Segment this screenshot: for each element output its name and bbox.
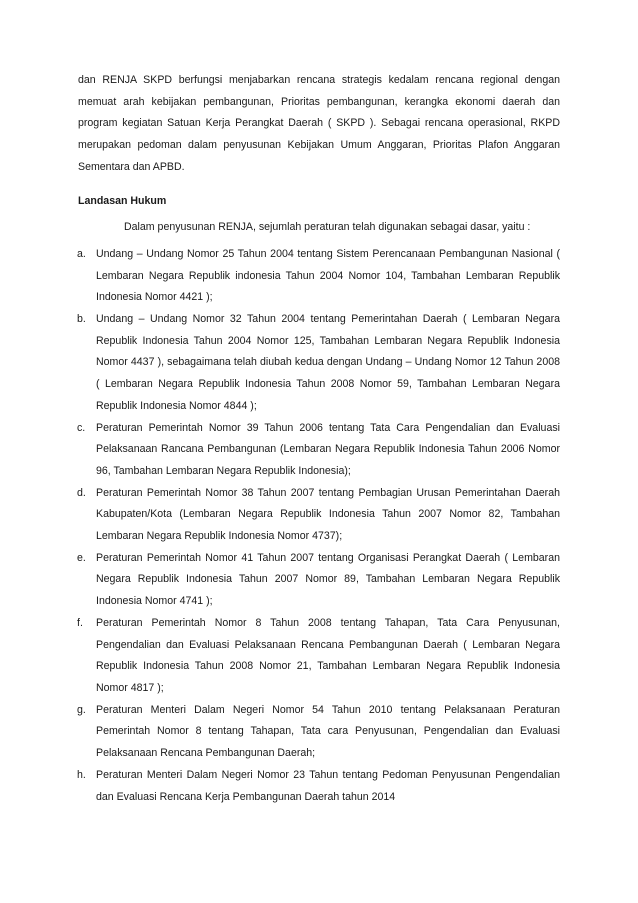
list-item-e <box>78 548 560 613</box>
list-marker: e. <box>77 551 86 564</box>
regulation-list <box>78 244 560 808</box>
section-heading: Landasan Hukum <box>78 194 167 207</box>
list-item-text: Peraturan Pemerintah Nomor 38 Tahun 2007 tentang Pembagian Urusan Pemerintahan Daerah Kabupaten/Kota (Lembaran Negara Republik Indonesia Tahun 2007 Nomor 82, Tambahan Lembaran Negara Republik Indonesia Nomor 4737); <box>96 486 560 543</box>
list-item-text: Peraturan Menteri Dalam Negeri Nomor 23 Tahun tentang Pedoman Penyusunan Pengendalian dan Evaluasi Rencana Kerja Pembangunan Daerah tahun 2014 <box>96 768 560 803</box>
list-item-a <box>78 244 560 309</box>
list-item-text: Undang – Undang Nomor 25 Tahun 2004 tentang Sistem Perencanaan Pembangunan Nasional ( Lembaran Negara Republik indonesia Tahun 2004 Nomor 104, Tambahan Lembaran Republik Indonesia Nomor 4421 ); <box>96 247 560 304</box>
list-marker: d. <box>77 486 86 499</box>
list-marker: h. <box>77 768 86 781</box>
list-item-text: Peraturan Pemerintah Nomor 39 Tahun 2006 tentang Tata Cara Pengendalian dan Evaluasi Pelaksanaan Rancana Pembangunan (Lembaran Negara Republik Indonesia Tahun 2006 Nomor 96, Tambahan Lembaran Negara Republik Indonesia); <box>96 421 560 477</box>
list-item-text: Peraturan Pemerintah Nomor 41 Tahun 2007 tentang Organisasi Perangkat Daerah ( Lembaran Negara Republik Indonesia Tahun 2007 Nomor 89, Tambahan Lembaran Negara Republik Indonesia Nomor 4741 ); <box>96 551 560 608</box>
list-item-text: Undang – Undang Nomor 32 Tahun 2004 tentang Pemerintahan Daerah ( Lembaran Negara Republik Indonesia Tahun 2004 Nomor 125, Tambahan Lembaran Negara Republik Indonesia Nomor 4437 ), sebagaimana telah diubah kedua dengan Undang – Undang Nomor 12 Tahun 2008 ( Lembaran Negara Republik Indonesia Tahun 2008 Nomor 59, Tambahan Lembaran Negara Republik Indonesia Nomor 4844 ); <box>96 313 560 412</box>
list-item-g <box>78 700 560 765</box>
opening-paragraph: dan RENJA SKPD berfungsi menjabarkan rencana strategis kedalam rencana regional dengan memuat arah kebijakan pembangunan, Prioritas pembangunan, kerangka ekonomi daerah dan program kegiatan Satuan Kerja Perangkat Daerah ( SKPD ). Sebagai rencana operasional, RKPD merupakan pedoman dalam penyusunan Kebijakan Umum Anggaran, Prioritas Plafon Anggaran Sementara dan APBD. <box>78 74 560 173</box>
list-marker: c. <box>77 421 86 434</box>
list-item-c <box>78 418 560 483</box>
list-item-d <box>78 483 560 548</box>
list-item-f <box>78 613 560 700</box>
list-item-text: Peraturan Pemerintah Nomor 8 Tahun 2008 tentang Tahapan, Tata Cara Penyusunan, Pengendalian dan Evaluasi Pelaksanaan Rencana Pembangunan Daerah ( Lembaran Negara Republik Indonesia Tahun 2008 Nomor 21, Tambahan Lembaran Negara Republik Indonesia Nomor 4817 ); <box>96 616 560 694</box>
list-item-b <box>78 309 560 418</box>
list-item-h <box>78 765 560 808</box>
intro-paragraph: Dalam penyusunan RENJA, sejumlah peraturan telah digunakan sebagai dasar, yaitu : <box>124 221 531 234</box>
document-body <box>78 70 560 808</box>
list-marker: a. <box>77 247 86 260</box>
list-item-text: Peraturan Menteri Dalam Negeri Nomor 54 Tahun 2010 tentang Pelaksanaan Peraturan Pemerintah Nomor 8 tentang Tahapan, Tata cara Penyusunan, Pengendalian dan Evaluasi Pelaksanaan Rencana Pembangunan Daerah; <box>96 703 560 760</box>
list-marker: b. <box>77 313 86 326</box>
list-marker: f. <box>77 616 83 629</box>
list-marker: g. <box>77 703 86 716</box>
